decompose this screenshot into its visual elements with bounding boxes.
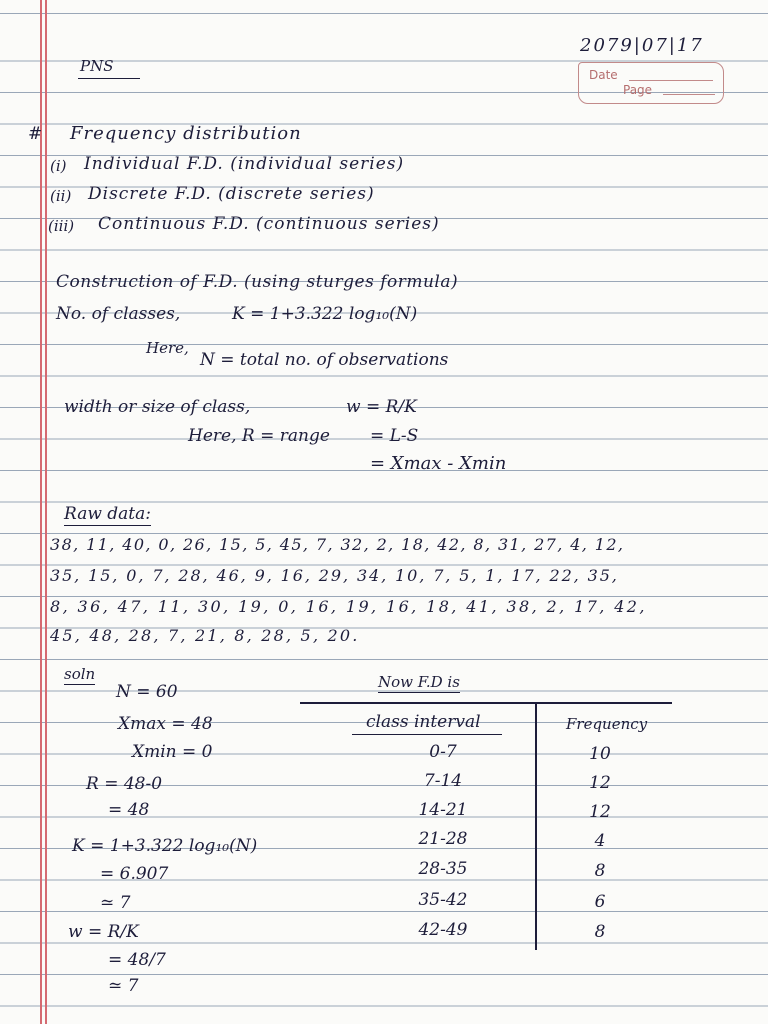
raw-data-line: 35, 15, 0, 7, 28, 46, 9, 16, 29, 34, 10, 7, 5, 1, 17, 22, 35, xyxy=(50,566,619,585)
width-formula: w = R/K xyxy=(346,397,417,417)
solution-step: ≃ 7 xyxy=(108,976,139,996)
table-cell-frequency: 12 xyxy=(589,773,611,793)
solution-step: R = 48-0 xyxy=(86,774,163,794)
stamp-date-line xyxy=(629,80,713,81)
header-class-interval: class interval xyxy=(366,712,481,732)
type-text: Continuous F.D. (continuous series) xyxy=(98,214,440,234)
stamp-date-label: Date xyxy=(589,68,618,82)
range-equation: = L-S xyxy=(370,426,419,446)
solution-step: w = R/K xyxy=(68,922,139,942)
solution-step: Xmax = 48 xyxy=(118,714,213,734)
table-top-rule xyxy=(300,702,672,704)
construction-heading: Construction of F.D. (using sturges formula) xyxy=(56,272,459,292)
width-label: width or size of class, xyxy=(64,397,251,417)
date-page-stamp xyxy=(578,62,724,104)
classes-label: No. of classes, xyxy=(56,304,181,324)
type-text: Discrete F.D. (discrete series) xyxy=(88,184,375,204)
raw-data-line: 38, 11, 40, 0, 26, 15, 5, 45, 7, 32, 2, 18, 42, 8, 31, 27, 4, 12, xyxy=(50,535,625,554)
author-initials: PNS xyxy=(80,57,114,75)
raw-data-line: 45, 48, 28, 7, 21, 8, 28, 5, 20. xyxy=(50,626,360,645)
table-caption: Now F.D is xyxy=(378,673,460,691)
margin-line xyxy=(40,0,42,1024)
table-cell-interval: 0-7 xyxy=(429,742,457,762)
table-cell-interval: 42-49 xyxy=(418,920,468,940)
classes-formula: K = 1+3.322 log₁₀(N) xyxy=(232,304,418,324)
range-here: Here, R = range xyxy=(188,426,330,446)
table-cell-interval: 21-28 xyxy=(418,829,468,849)
table-cell-frequency: 8 xyxy=(594,861,606,881)
margin-line xyxy=(45,0,47,1024)
type-number: (i) xyxy=(50,157,67,175)
solution-step: ≃ 7 xyxy=(100,893,131,913)
header-frequency: Frequency xyxy=(566,715,648,733)
initials-underline xyxy=(78,78,140,79)
table-cell-frequency: 8 xyxy=(594,922,606,942)
solution-label: soln xyxy=(64,665,96,683)
stamp-page-label: Page xyxy=(623,83,653,97)
range-equation: = Xmax - Xmin xyxy=(370,453,507,474)
type-text: Individual F.D. (individual series) xyxy=(84,154,405,174)
solution-step: Xmin = 0 xyxy=(132,742,213,762)
table-cell-frequency: 12 xyxy=(589,802,611,822)
section-marker: # xyxy=(28,124,43,144)
solution-step: = 48/7 xyxy=(108,950,166,970)
table-cell-frequency: 6 xyxy=(594,892,606,912)
table-cell-interval: 14-21 xyxy=(418,800,468,820)
stamp-page-line xyxy=(663,94,715,95)
type-number: (ii) xyxy=(50,187,72,205)
type-number: (iii) xyxy=(48,217,75,235)
n-definition: N = total no. of observations xyxy=(200,350,449,370)
header-underline xyxy=(352,734,502,735)
solution-step: = 6.907 xyxy=(100,864,169,884)
raw-data-heading: Raw data: xyxy=(64,504,151,524)
solution-step: N = 60 xyxy=(116,682,178,702)
table-cell-interval: 7-14 xyxy=(423,771,463,791)
section-title: Frequency distribution xyxy=(70,123,302,144)
table-cell-interval: 28-35 xyxy=(418,859,468,879)
note-date: 2079|07|17 xyxy=(580,35,704,56)
solution-step: K = 1+3.322 log₁₀(N) xyxy=(72,836,258,856)
table-cell-frequency: 4 xyxy=(594,831,606,851)
solution-step: = 48 xyxy=(108,800,150,820)
raw-data-line: 8, 36, 47, 11, 30, 19, 0, 16, 19, 16, 18, 41, 38, 2, 17, 42, xyxy=(50,597,647,616)
table-divider xyxy=(535,702,537,950)
table-cell-frequency: 10 xyxy=(589,744,611,764)
here-label: Here, xyxy=(146,339,189,357)
table-cell-interval: 35-42 xyxy=(418,890,468,910)
